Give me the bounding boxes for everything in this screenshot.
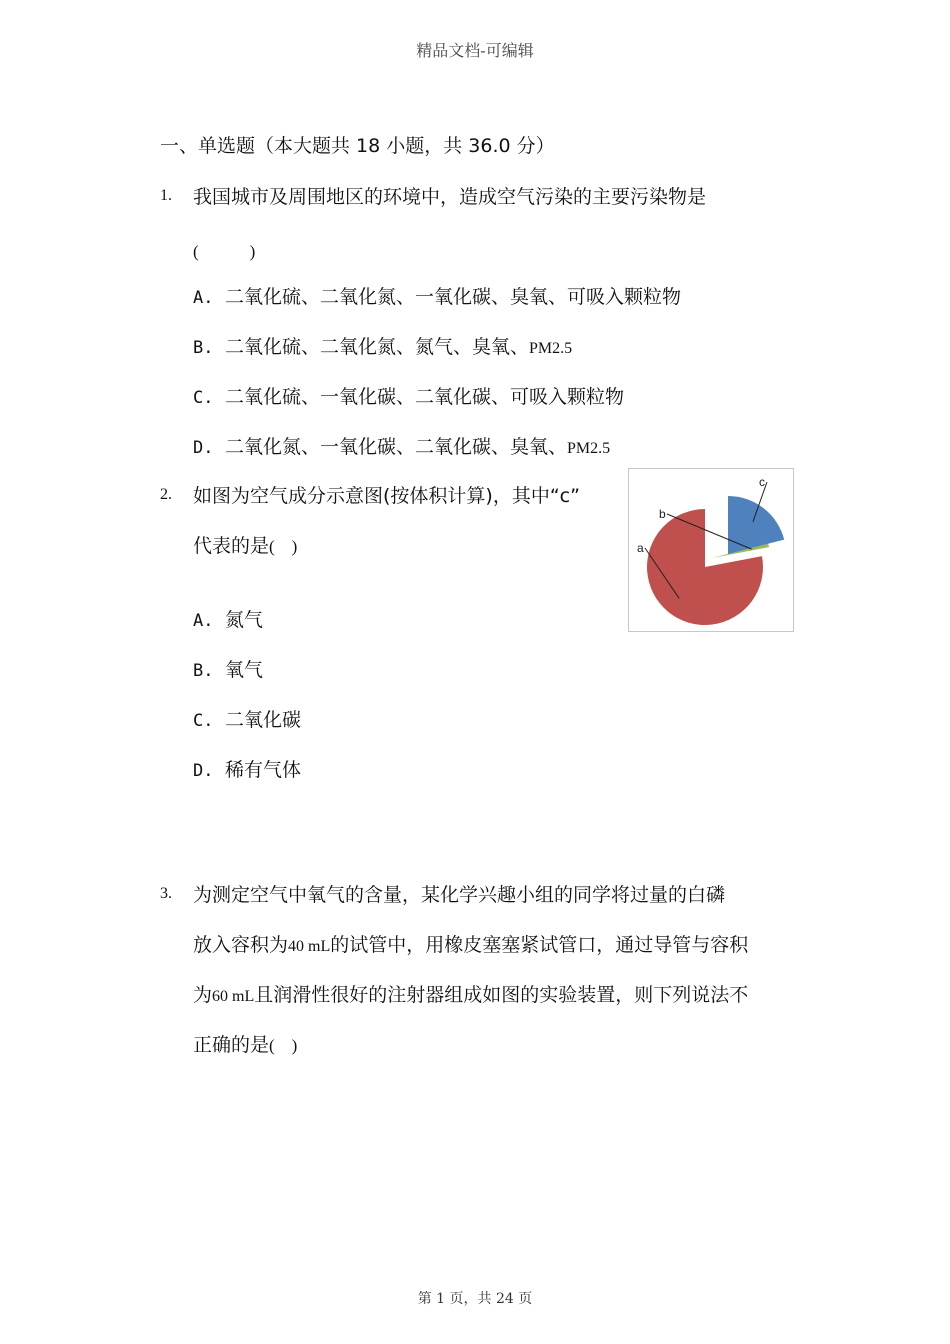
q3-text-line4 <box>193 1030 297 1057</box>
option-label: D. <box>193 761 214 781</box>
q2-text-line1: 如图为空气成分示意图(按体积计算)，其中“c” <box>193 485 580 507</box>
q1-number: 1. <box>160 187 172 204</box>
option-label: D. <box>193 438 214 458</box>
option-text: 二氧化硫、一氧化碳、二氧化碳、可吸入颗粒物 <box>225 386 625 408</box>
page-footer: 第 1 页，共 24 页 <box>417 1291 533 1307</box>
option-label: A. <box>193 288 214 308</box>
option-text: 二氧化氮、一氧化碳、二氧化碳、臭氧、 <box>225 436 568 458</box>
air-composition-pie-chart <box>628 468 794 632</box>
option-label: C. <box>193 711 214 731</box>
q2-text-line2 <box>193 531 297 558</box>
section-title: 一、单选题（本大题共 18 小题，共 36.0 分） <box>160 135 555 157</box>
q1-option-a[interactable] <box>193 282 681 309</box>
q3-text-part: 且润滑性很好的注射器组成如图的实验装置，则下列说法不 <box>254 984 749 1006</box>
option-text: 二氧化碳 <box>225 709 302 731</box>
q2-answer-paren: ( ) <box>269 537 298 556</box>
option-label: C. <box>193 388 214 408</box>
option-text: 二氧化硫、二氧化氮、一氧化碳、臭氧、可吸入颗粒物 <box>225 286 682 308</box>
q3-volume-syringe: 60 mL <box>212 988 255 1005</box>
option-text-tail: PM2.5 <box>567 440 611 457</box>
pie-chart-svg <box>629 469 793 631</box>
option-label: B. <box>193 661 214 681</box>
q3-text-part: 正确的是 <box>193 1034 270 1056</box>
pie-label-a: a <box>637 541 644 555</box>
q3-text-line2 <box>193 930 748 957</box>
q1-option-d[interactable] <box>193 432 610 459</box>
q2-option-d[interactable] <box>193 755 301 782</box>
option-label: A. <box>193 611 214 631</box>
q3-number: 3. <box>160 885 172 902</box>
q3-text-part: 的试管中，用橡皮塞塞紧试管口，通过导管与容积 <box>330 934 749 956</box>
page-header: 精品文档-可编辑 <box>416 41 534 60</box>
pie-label-c: c <box>759 475 765 489</box>
q2-text-line2-main: 代表的是 <box>193 535 270 557</box>
q2-option-a[interactable] <box>193 605 263 632</box>
option-text: 氧气 <box>225 659 264 681</box>
q1-option-c[interactable] <box>193 382 624 409</box>
q1-answer-paren: ( ) <box>193 242 256 261</box>
q3-text-line3 <box>193 980 748 1007</box>
option-text: 氮气 <box>225 609 264 631</box>
option-text: 稀有气体 <box>225 759 302 781</box>
q3-text-part: 放入容积为 <box>193 934 289 956</box>
q2-option-c[interactable] <box>193 705 301 732</box>
option-label: B. <box>193 338 214 358</box>
q2-number: 2. <box>160 486 172 503</box>
option-text-tail: PM2.5 <box>529 340 573 357</box>
q1-option-b[interactable] <box>193 332 572 359</box>
q3-text-line1: 为测定空气中氧气的含量，某化学兴趣小组的同学将过量的白磷 <box>193 884 726 906</box>
q3-answer-paren: ( ) <box>269 1036 298 1055</box>
q1-text: 我国城市及周围地区的环境中，造成空气污染的主要污染物是 <box>193 186 707 208</box>
pie-label-b: b <box>659 507 666 521</box>
q3-text-part: 为 <box>193 984 213 1006</box>
q3-volume-test-tube: 40 mL <box>288 938 331 955</box>
q2-option-b[interactable] <box>193 655 263 682</box>
pie-slice-c <box>728 496 784 554</box>
option-text: 二氧化硫、二氧化氮、氮气、臭氧、 <box>225 336 530 358</box>
